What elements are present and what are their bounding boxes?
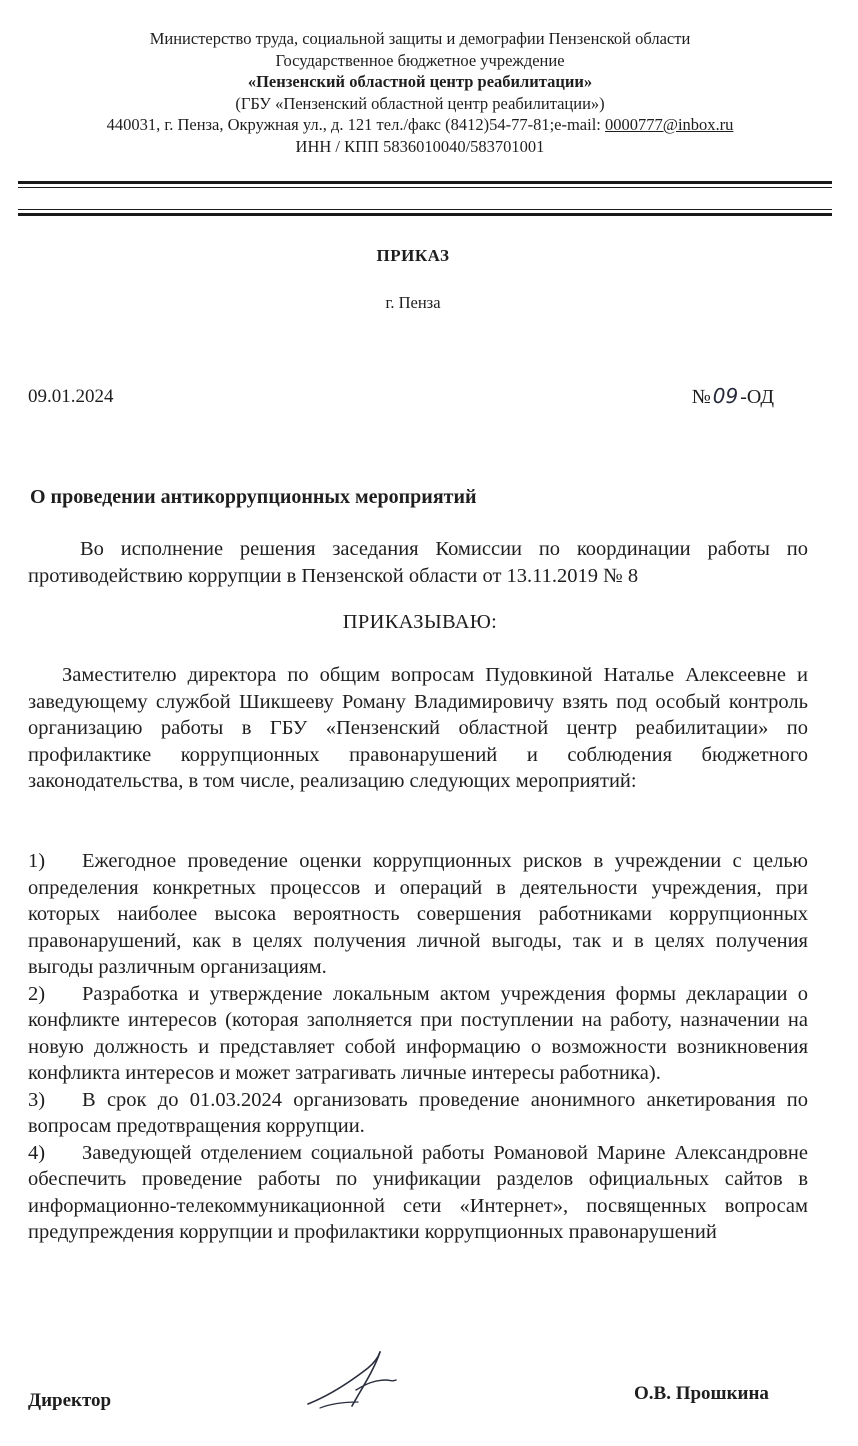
measures-list (28, 848, 808, 1246)
order-number-handwritten: 09 (712, 384, 739, 408)
order-date: 09.01.2024 (28, 386, 114, 407)
header-rule-thick (18, 181, 832, 184)
signature-role: Директор (28, 1390, 112, 1411)
list-item-number: 1) (28, 850, 46, 872)
list-item-text: Разработка и утверждение локальным актом учреждения формы декларации о конфликте интересов (которая заполняется при поступлении на работу, назначении на новую должность и представляет собой информацию о возможности возникновения конфликта интересов и может затрагивать личные интересы работника). (28, 982, 808, 1084)
order-number-suffix: -ОД (740, 386, 774, 408)
address-text: 440031, г. Пенза, Окружная ул., д. 121 тел./факс (8412)54-77-81;e-mail: (106, 115, 606, 134)
order-title: ПРИКАЗ (376, 246, 450, 265)
list-item-number: 4) (28, 1141, 46, 1164)
order-subject: О проведении антикоррупционных мероприятий (30, 486, 477, 508)
institution-type: Государственное бюджетное учреждение (275, 50, 565, 70)
list-item-text: Ежегодное проведение оценки коррупционных рисков в учреждении с целью определения конкретных процессов и операций в деятельности учреждения, при которых наиболее высока вероятность совершения работниками коррупционных правонарушений, как в целях получения личной выгоды, так и в целях получения выгоды различным организациям. (28, 850, 808, 978)
preamble-paragraph: Во исполнение решения заседания Комиссии по координации работы по противодействию коррупции в Пензенской области от 13.11.2019 № 8 (28, 538, 808, 587)
order-number-prefix: № (691, 386, 711, 408)
list-item (28, 981, 808, 1087)
address-line (20, 114, 820, 136)
list-item (28, 1087, 808, 1140)
institution-short-name: (ГБУ «Пензенский областной центр реабилитации») (235, 93, 605, 113)
header-rule-thick-2 (18, 213, 832, 216)
email-link[interactable]: 0000777@inbox.ru (605, 115, 734, 134)
institution-name: «Пензенский областной центр реабилитации» (247, 72, 593, 91)
list-item-text: Заведующей отделением социальной работы Романовой Марине Александровне обеспечить проведение работы по унификации разделов официальных сайтов в информационно-телекоммуникационной сети «Интернет», посвященных вопросам предупреждения коррупции и профилактики коррупционных правонарушений (28, 1141, 808, 1243)
header-rule-thin (18, 187, 832, 188)
list-item-number: 3) (28, 1088, 46, 1111)
letterhead (20, 28, 820, 157)
assignment-paragraph: Заместителю директора по общим вопросам Пудовкиной Наталье Алексеевне и заведующему службой Шикшееву Роману Владимировичу взять под особый контроль организацию работы в ГБУ «Пензенский областной центр реабилитации» по профилактике коррупционных правонарушений и соблюдения бюджетного законодательства, в том числе, реализацию следующих мероприятий: (28, 664, 808, 792)
ministry-line: Министерство труда, социальной защиты и демографии Пензенской области (149, 29, 691, 48)
order-city: г. Пенза (385, 293, 441, 312)
handwritten-signature (300, 1330, 400, 1420)
list-item (28, 848, 808, 981)
tax-ids: ИНН / КПП 5836010040/583701001 (295, 136, 545, 156)
list-item-text: В срок до 01.03.2024 организовать проведение анонимного анкетирования по вопросам предотвращения коррупции. (28, 1088, 808, 1137)
list-item (28, 1140, 808, 1246)
decree-heading: ПРИКАЗЫВАЮ: (342, 611, 498, 633)
order-number (692, 384, 774, 409)
list-item-number: 2) (28, 982, 46, 1005)
header-rule-thin-2 (18, 209, 832, 210)
signature-name: О.В. Прошкина (634, 1383, 769, 1404)
